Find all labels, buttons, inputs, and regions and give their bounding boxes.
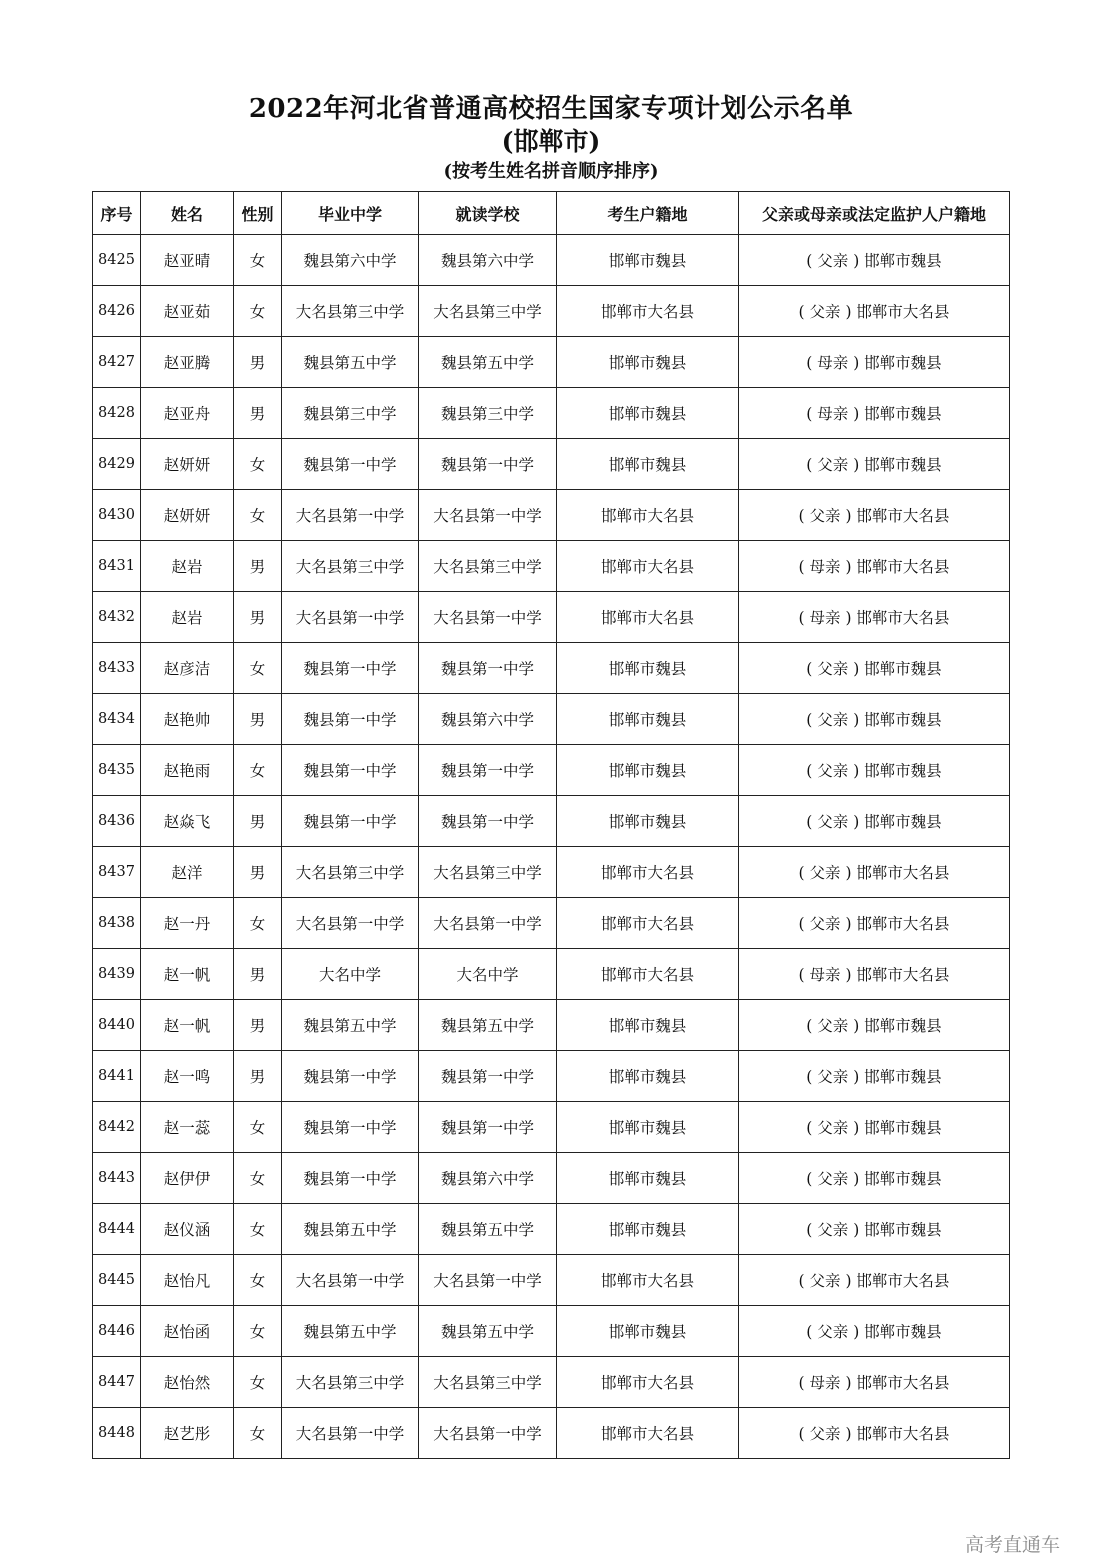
cell-graduated-school: 魏县第一中学 xyxy=(282,694,419,745)
cell-name: 赵伊伊 xyxy=(141,1153,234,1204)
cell-guardian-household: ( 父亲 ) 邯郸市大名县 xyxy=(739,1408,1010,1459)
cell-gender: 女 xyxy=(234,1306,282,1357)
column-header-graduated-school: 毕业中学 xyxy=(282,192,419,235)
cell-gender: 男 xyxy=(234,949,282,1000)
cell-guardian-household: ( 母亲 ) 邯郸市大名县 xyxy=(739,541,1010,592)
cell-student-household: 邯郸市大名县 xyxy=(557,490,739,541)
cell-name: 赵一帆 xyxy=(141,949,234,1000)
cell-student-household: 邯郸市魏县 xyxy=(557,1051,739,1102)
cell-gender: 男 xyxy=(234,1000,282,1051)
cell-name: 赵妍妍 xyxy=(141,490,234,541)
cell-serial-number: 8441 xyxy=(93,1051,141,1102)
cell-serial-number: 8433 xyxy=(93,643,141,694)
cell-current-school: 大名县第一中学 xyxy=(419,1255,557,1306)
cell-guardian-household: ( 父亲 ) 邯郸市魏县 xyxy=(739,1102,1010,1153)
cell-guardian-household: ( 母亲 ) 邯郸市魏县 xyxy=(739,337,1010,388)
cell-graduated-school: 大名县第一中学 xyxy=(282,592,419,643)
cell-gender: 女 xyxy=(234,1408,282,1459)
table-row xyxy=(93,541,1010,592)
cell-student-household: 邯郸市大名县 xyxy=(557,286,739,337)
cell-gender: 女 xyxy=(234,286,282,337)
table-row xyxy=(93,1255,1010,1306)
cell-student-household: 邯郸市大名县 xyxy=(557,847,739,898)
cell-graduated-school: 大名县第一中学 xyxy=(282,1408,419,1459)
cell-name: 赵仪涵 xyxy=(141,1204,234,1255)
cell-guardian-household: ( 父亲 ) 邯郸市魏县 xyxy=(739,1306,1010,1357)
cell-graduated-school: 魏县第五中学 xyxy=(282,1204,419,1255)
table-row xyxy=(93,796,1010,847)
cell-serial-number: 8428 xyxy=(93,388,141,439)
cell-gender: 女 xyxy=(234,1153,282,1204)
cell-guardian-household: ( 父亲 ) 邯郸市魏县 xyxy=(739,1153,1010,1204)
table-row xyxy=(93,388,1010,439)
cell-guardian-household: ( 母亲 ) 邯郸市大名县 xyxy=(739,949,1010,1000)
table-row xyxy=(93,1408,1010,1459)
cell-name: 赵怡然 xyxy=(141,1357,234,1408)
cell-current-school: 大名县第一中学 xyxy=(419,898,557,949)
cell-serial-number: 8437 xyxy=(93,847,141,898)
cell-serial-number: 8432 xyxy=(93,592,141,643)
cell-graduated-school: 魏县第一中学 xyxy=(282,1051,419,1102)
cell-serial-number: 8447 xyxy=(93,1357,141,1408)
column-header-student-household: 考生户籍地 xyxy=(557,192,739,235)
cell-student-household: 邯郸市魏县 xyxy=(557,796,739,847)
cell-current-school: 魏县第六中学 xyxy=(419,235,557,286)
cell-graduated-school: 魏县第一中学 xyxy=(282,643,419,694)
cell-student-household: 邯郸市大名县 xyxy=(557,949,739,1000)
cell-student-household: 邯郸市魏县 xyxy=(557,235,739,286)
table-row xyxy=(93,1153,1010,1204)
cell-current-school: 魏县第六中学 xyxy=(419,1153,557,1204)
cell-name: 赵艳帅 xyxy=(141,694,234,745)
cell-serial-number: 8434 xyxy=(93,694,141,745)
cell-guardian-household: ( 父亲 ) 邯郸市魏县 xyxy=(739,745,1010,796)
table-row xyxy=(93,1306,1010,1357)
cell-name: 赵亚舟 xyxy=(141,388,234,439)
cell-name: 赵怡凡 xyxy=(141,1255,234,1306)
table-row xyxy=(93,490,1010,541)
cell-guardian-household: ( 母亲 ) 邯郸市大名县 xyxy=(739,1357,1010,1408)
cell-student-household: 邯郸市魏县 xyxy=(557,1000,739,1051)
cell-graduated-school: 魏县第一中学 xyxy=(282,1102,419,1153)
cell-guardian-household: ( 父亲 ) 邯郸市大名县 xyxy=(739,490,1010,541)
table-row xyxy=(93,235,1010,286)
table-row xyxy=(93,1051,1010,1102)
cell-guardian-household: ( 父亲 ) 邯郸市魏县 xyxy=(739,1051,1010,1102)
cell-serial-number: 8446 xyxy=(93,1306,141,1357)
column-header-name: 姓名 xyxy=(141,192,234,235)
cell-guardian-household: ( 父亲 ) 邯郸市魏县 xyxy=(739,1000,1010,1051)
cell-serial-number: 8445 xyxy=(93,1255,141,1306)
cell-student-household: 邯郸市大名县 xyxy=(557,592,739,643)
cell-graduated-school: 大名县第一中学 xyxy=(282,490,419,541)
cell-gender: 女 xyxy=(234,898,282,949)
cell-serial-number: 8426 xyxy=(93,286,141,337)
cell-student-household: 邯郸市魏县 xyxy=(557,643,739,694)
cell-current-school: 魏县第五中学 xyxy=(419,1306,557,1357)
cell-serial-number: 8427 xyxy=(93,337,141,388)
cell-gender: 女 xyxy=(234,1102,282,1153)
cell-name: 赵艺彤 xyxy=(141,1408,234,1459)
cell-student-household: 邯郸市魏县 xyxy=(557,694,739,745)
cell-student-household: 邯郸市魏县 xyxy=(557,1204,739,1255)
cell-graduated-school: 魏县第一中学 xyxy=(282,1153,419,1204)
cell-serial-number: 8435 xyxy=(93,745,141,796)
cell-gender: 男 xyxy=(234,694,282,745)
table-row xyxy=(93,643,1010,694)
table-row xyxy=(93,286,1010,337)
cell-current-school: 魏县第五中学 xyxy=(419,1204,557,1255)
cell-serial-number: 8436 xyxy=(93,796,141,847)
table-row xyxy=(93,898,1010,949)
cell-student-household: 邯郸市大名县 xyxy=(557,1255,739,1306)
cell-student-household: 邯郸市大名县 xyxy=(557,1357,739,1408)
cell-current-school: 大名县第三中学 xyxy=(419,541,557,592)
document-title: 2022年河北省普通高校招生国家专项计划公示名单 xyxy=(248,94,854,124)
cell-graduated-school: 魏县第一中学 xyxy=(282,796,419,847)
column-header-guardian-household: 父亲或母亲或法定监护人户籍地 xyxy=(739,192,1010,235)
table-row xyxy=(93,592,1010,643)
cell-graduated-school: 大名县第一中学 xyxy=(282,1255,419,1306)
cell-current-school: 大名县第三中学 xyxy=(419,1357,557,1408)
table-row xyxy=(93,1102,1010,1153)
cell-student-household: 邯郸市大名县 xyxy=(557,1408,739,1459)
cell-student-household: 邯郸市大名县 xyxy=(557,898,739,949)
table-row xyxy=(93,439,1010,490)
cell-current-school: 魏县第一中学 xyxy=(419,745,557,796)
column-header-gender: 性别 xyxy=(234,192,282,235)
cell-student-household: 邯郸市魏县 xyxy=(557,388,739,439)
cell-student-household: 邯郸市魏县 xyxy=(557,745,739,796)
cell-current-school: 魏县第一中学 xyxy=(419,439,557,490)
table-row xyxy=(93,847,1010,898)
cell-name: 赵一丹 xyxy=(141,898,234,949)
cell-name: 赵一帆 xyxy=(141,1000,234,1051)
cell-name: 赵艳雨 xyxy=(141,745,234,796)
cell-serial-number: 8448 xyxy=(93,1408,141,1459)
cell-graduated-school: 魏县第一中学 xyxy=(282,439,419,490)
cell-gender: 男 xyxy=(234,592,282,643)
cell-gender: 男 xyxy=(234,541,282,592)
cell-gender: 女 xyxy=(234,1204,282,1255)
cell-guardian-household: ( 父亲 ) 邯郸市大名县 xyxy=(739,286,1010,337)
cell-name: 赵亚茹 xyxy=(141,286,234,337)
cell-serial-number: 8430 xyxy=(93,490,141,541)
cell-guardian-household: ( 父亲 ) 邯郸市魏县 xyxy=(739,694,1010,745)
cell-gender: 男 xyxy=(234,388,282,439)
cell-name: 赵焱飞 xyxy=(141,796,234,847)
cell-graduated-school: 大名县第三中学 xyxy=(282,847,419,898)
cell-serial-number: 8443 xyxy=(93,1153,141,1204)
cell-graduated-school: 大名县第一中学 xyxy=(282,898,419,949)
cell-current-school: 魏县第五中学 xyxy=(419,1000,557,1051)
cell-name: 赵岩 xyxy=(141,592,234,643)
cell-serial-number: 8444 xyxy=(93,1204,141,1255)
cell-gender: 男 xyxy=(234,337,282,388)
cell-name: 赵岩 xyxy=(141,541,234,592)
cell-graduated-school: 魏县第一中学 xyxy=(282,745,419,796)
cell-gender: 男 xyxy=(234,1051,282,1102)
cell-graduated-school: 魏县第五中学 xyxy=(282,1306,419,1357)
column-header-current-school: 就读学校 xyxy=(419,192,557,235)
cell-current-school: 魏县第五中学 xyxy=(419,337,557,388)
cell-guardian-household: ( 父亲 ) 邯郸市魏县 xyxy=(739,235,1010,286)
cell-student-household: 邯郸市大名县 xyxy=(557,541,739,592)
cell-current-school: 魏县第三中学 xyxy=(419,388,557,439)
cell-gender: 女 xyxy=(234,490,282,541)
cell-name: 赵亚腾 xyxy=(141,337,234,388)
cell-name: 赵彦洁 xyxy=(141,643,234,694)
cell-gender: 女 xyxy=(234,1357,282,1408)
cell-gender: 女 xyxy=(234,235,282,286)
cell-graduated-school: 魏县第五中学 xyxy=(282,337,419,388)
cell-current-school: 大名县第三中学 xyxy=(419,847,557,898)
cell-gender: 男 xyxy=(234,847,282,898)
sort-note: (按考生姓名拼音顺序排序) xyxy=(443,161,659,182)
cell-graduated-school: 大名县第三中学 xyxy=(282,1357,419,1408)
cell-current-school: 魏县第六中学 xyxy=(419,694,557,745)
table-row xyxy=(93,1000,1010,1051)
cell-gender: 女 xyxy=(234,439,282,490)
cell-guardian-household: ( 父亲 ) 邯郸市魏县 xyxy=(739,643,1010,694)
document-subtitle: (邯郸市) xyxy=(501,127,601,156)
cell-gender: 女 xyxy=(234,1255,282,1306)
cell-gender: 女 xyxy=(234,643,282,694)
cell-current-school: 大名县第三中学 xyxy=(419,286,557,337)
cell-graduated-school: 魏县第五中学 xyxy=(282,1000,419,1051)
cell-guardian-household: ( 母亲 ) 邯郸市魏县 xyxy=(739,388,1010,439)
table-row xyxy=(93,949,1010,1000)
cell-guardian-household: ( 父亲 ) 邯郸市魏县 xyxy=(739,796,1010,847)
roster-table xyxy=(92,191,1010,1459)
table-body xyxy=(93,235,1010,1459)
cell-current-school: 大名中学 xyxy=(419,949,557,1000)
cell-name: 赵一鸣 xyxy=(141,1051,234,1102)
cell-serial-number: 8442 xyxy=(93,1102,141,1153)
cell-serial-number: 8440 xyxy=(93,1000,141,1051)
cell-serial-number: 8439 xyxy=(93,949,141,1000)
cell-guardian-household: ( 父亲 ) 邯郸市魏县 xyxy=(739,1204,1010,1255)
table-row xyxy=(93,1204,1010,1255)
cell-guardian-household: ( 父亲 ) 邯郸市大名县 xyxy=(739,898,1010,949)
cell-current-school: 魏县第一中学 xyxy=(419,1102,557,1153)
cell-student-household: 邯郸市魏县 xyxy=(557,337,739,388)
cell-graduated-school: 大名中学 xyxy=(282,949,419,1000)
cell-serial-number: 8431 xyxy=(93,541,141,592)
cell-current-school: 大名县第一中学 xyxy=(419,592,557,643)
cell-name: 赵亚晴 xyxy=(141,235,234,286)
cell-name: 赵怡函 xyxy=(141,1306,234,1357)
cell-student-household: 邯郸市魏县 xyxy=(557,439,739,490)
table-row xyxy=(93,1357,1010,1408)
cell-name: 赵洋 xyxy=(141,847,234,898)
cell-name: 赵妍妍 xyxy=(141,439,234,490)
cell-graduated-school: 魏县第三中学 xyxy=(282,388,419,439)
cell-student-household: 邯郸市魏县 xyxy=(557,1102,739,1153)
watermark-text: 高考直通车 xyxy=(965,1534,1061,1556)
cell-guardian-household: ( 父亲 ) 邯郸市魏县 xyxy=(739,439,1010,490)
cell-gender: 女 xyxy=(234,745,282,796)
table-header-row xyxy=(93,192,1010,235)
table-row xyxy=(93,337,1010,388)
cell-current-school: 大名县第一中学 xyxy=(419,490,557,541)
cell-guardian-household: ( 父亲 ) 邯郸市大名县 xyxy=(739,847,1010,898)
cell-current-school: 魏县第一中学 xyxy=(419,796,557,847)
cell-graduated-school: 大名县第三中学 xyxy=(282,541,419,592)
cell-guardian-household: ( 母亲 ) 邯郸市大名县 xyxy=(739,592,1010,643)
cell-current-school: 魏县第一中学 xyxy=(419,1051,557,1102)
cell-name: 赵一蕊 xyxy=(141,1102,234,1153)
cell-serial-number: 8429 xyxy=(93,439,141,490)
table-row xyxy=(93,694,1010,745)
cell-serial-number: 8438 xyxy=(93,898,141,949)
table-row xyxy=(93,745,1010,796)
cell-graduated-school: 魏县第六中学 xyxy=(282,235,419,286)
cell-current-school: 大名县第一中学 xyxy=(419,1408,557,1459)
cell-gender: 男 xyxy=(234,796,282,847)
cell-current-school: 魏县第一中学 xyxy=(419,643,557,694)
cell-serial-number: 8425 xyxy=(93,235,141,286)
cell-student-household: 邯郸市魏县 xyxy=(557,1306,739,1357)
cell-graduated-school: 大名县第三中学 xyxy=(282,286,419,337)
column-header-serial-number: 序号 xyxy=(93,192,141,235)
cell-student-household: 邯郸市魏县 xyxy=(557,1153,739,1204)
cell-guardian-household: ( 父亲 ) 邯郸市大名县 xyxy=(739,1255,1010,1306)
